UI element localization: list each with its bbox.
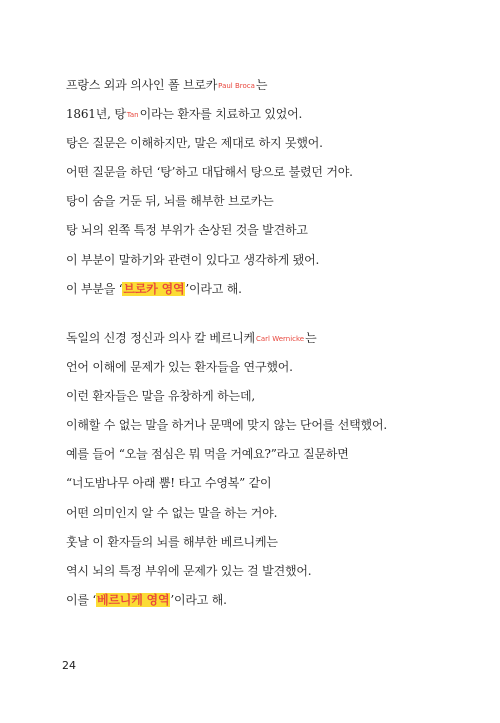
text-line: 훗날 이 환자들의 뇌를 해부한 베르니케는 xyxy=(66,534,278,549)
english-name-annotation: Paul Broca xyxy=(218,82,255,90)
text-line: 탕이 숨을 거둔 뒤, 뇌를 해부한 브로카는 xyxy=(66,194,274,209)
english-name-annotation: Carl Wernicke xyxy=(255,335,305,343)
line-text: 는 xyxy=(305,331,317,345)
text-line: 어떤 의미인지 알 수 없는 말을 하는 거야. xyxy=(66,505,278,520)
line-text: 이를 ‘ xyxy=(66,592,97,607)
text-line: 어떤 질문을 하던 ‘탕’하고 대답해서 탕으로 불렸던 거야. xyxy=(66,165,353,180)
text-line xyxy=(66,100,486,129)
text-line: 이 부분이 말하기와 관련이 있다고 생각하게 됐어. xyxy=(66,252,320,267)
highlighted-term: 베르니케 영역 xyxy=(97,592,170,607)
line-text: 독일의 신경 정신과 의사 칼 베르니케 xyxy=(66,331,255,345)
text-line xyxy=(66,275,486,304)
text-line: 언어 이해에 문제가 있는 환자들을 연구했어. xyxy=(66,360,293,375)
english-name-annotation: Tan xyxy=(126,111,139,120)
text-line xyxy=(66,71,486,100)
text-line: 이해할 수 없는 말을 하거나 문맥에 맞지 않는 단어를 선택했어. xyxy=(66,418,387,433)
line-text: ’이라고 해. xyxy=(185,281,242,296)
text-line: 이런 환자들은 말을 유창하게 하는데, xyxy=(66,389,255,404)
line-text: 프랑스 외과 의사인 폴 브로카 xyxy=(66,78,218,92)
text-line xyxy=(66,586,486,615)
text-line xyxy=(66,324,486,353)
page-number: 24 xyxy=(62,659,76,672)
line-text: 는 xyxy=(255,78,268,92)
highlighted-term: 브로카 영역 xyxy=(123,281,185,296)
text-line: 예를 들어 “오늘 점심은 뭐 먹을 거예요?”라고 질문하면 xyxy=(66,447,349,462)
text-line: 역시 뇌의 특정 부위에 문제가 있는 걸 발견했어. xyxy=(66,563,312,578)
line-text: ’이라고 해. xyxy=(170,592,227,607)
text-line: 탕 뇌의 왼쪽 특정 부위가 손상된 것을 발견하고 xyxy=(66,223,308,238)
paragraph-broca xyxy=(66,71,486,304)
text-line: 탕은 질문은 이해하지만, 말은 제대로 하지 못했어. xyxy=(66,136,323,151)
text-line: “너도밤나무 아래 뿜! 타고 수영복” 같이 xyxy=(66,476,272,491)
line-text: 이라는 환자를 치료하고 있었어. xyxy=(139,107,303,122)
paragraph-wernicke xyxy=(66,324,486,615)
line-text: 1861년, 탕 xyxy=(66,107,126,122)
line-text: 이 부분을 ‘ xyxy=(66,281,123,296)
